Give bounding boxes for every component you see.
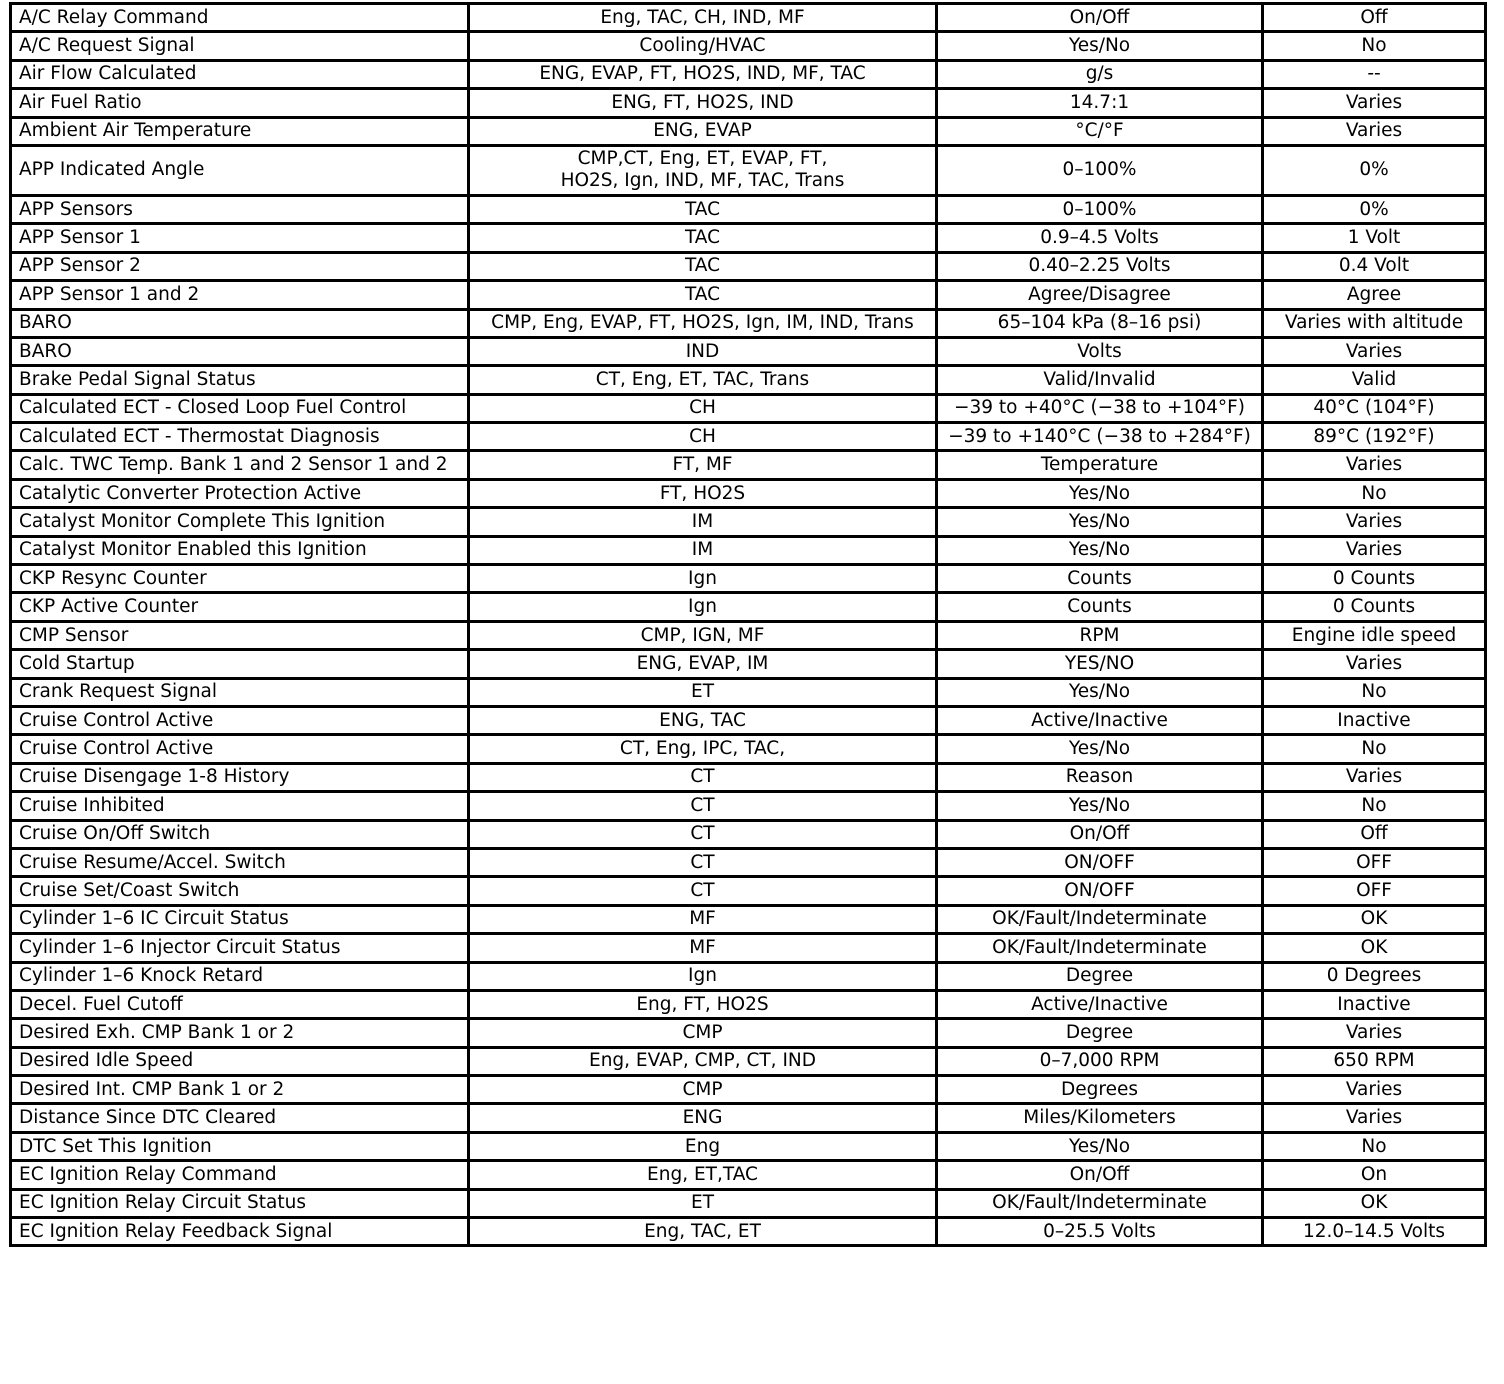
parameter-name-cell: Ambient Air Temperature xyxy=(11,117,469,145)
typical-value-cell: Inactive xyxy=(1263,706,1486,734)
units-cell: 0–25.5 Volts xyxy=(937,1218,1263,1246)
systems-cell: CH xyxy=(469,394,937,422)
units-cell: Reason xyxy=(937,763,1263,791)
table-row xyxy=(11,117,1486,145)
table-row xyxy=(11,792,1486,820)
parameter-name-cell: Desired Idle Speed xyxy=(11,1047,469,1075)
table-row xyxy=(11,252,1486,280)
typical-value-cell: 650 RPM xyxy=(1263,1047,1486,1075)
systems-cell: TAC xyxy=(469,281,937,309)
units-cell: 0–7,000 RPM xyxy=(937,1047,1263,1075)
units-cell: Agree/Disagree xyxy=(937,281,1263,309)
systems-cell: CMP,CT, Eng, ET, EVAP, FT, HO2S, Ign, IND, MF, TAC, Trans xyxy=(469,145,937,195)
typical-value-cell: -- xyxy=(1263,60,1486,88)
parameter-name-cell: Calc. TWC Temp. Bank 1 and 2 Sensor 1 and 2 xyxy=(11,451,469,479)
typical-value-cell: Varies xyxy=(1263,763,1486,791)
table-row xyxy=(11,962,1486,990)
systems-cell: FT, HO2S xyxy=(469,479,937,507)
systems-cell: TAC xyxy=(469,252,937,280)
systems-cell: ENG, EVAP, IM xyxy=(469,650,937,678)
parameter-name-cell: Catalyst Monitor Enabled this Ignition xyxy=(11,536,469,564)
parameter-name-cell: Desired Exh. CMP Bank 1 or 2 xyxy=(11,1019,469,1047)
typical-value-cell: 0.4 Volt xyxy=(1263,252,1486,280)
units-cell: Yes/No xyxy=(937,536,1263,564)
table-row xyxy=(11,565,1486,593)
table-row xyxy=(11,621,1486,649)
systems-cell: Eng, TAC, ET xyxy=(469,1218,937,1246)
table-row xyxy=(11,706,1486,734)
systems-cell: Eng, FT, HO2S xyxy=(469,990,937,1018)
units-cell: 14.7:1 xyxy=(937,89,1263,117)
units-cell: OK/Fault/Indeterminate xyxy=(937,934,1263,962)
table-row xyxy=(11,145,1486,195)
table-row xyxy=(11,1161,1486,1189)
parameter-name-cell: APP Sensor 2 xyxy=(11,252,469,280)
typical-value-cell: Varies with altitude xyxy=(1263,309,1486,337)
units-cell: 0.40–2.25 Volts xyxy=(937,252,1263,280)
parameter-name-cell: Calculated ECT - Closed Loop Fuel Control xyxy=(11,394,469,422)
table-row xyxy=(11,89,1486,117)
table-row xyxy=(11,536,1486,564)
parameter-name-cell: Calculated ECT - Thermostat Diagnosis xyxy=(11,423,469,451)
parameter-name-cell: Decel. Fuel Cutoff xyxy=(11,990,469,1018)
parameter-name-cell: Brake Pedal Signal Status xyxy=(11,366,469,394)
typical-value-cell: Varies xyxy=(1263,337,1486,365)
units-cell: −39 to +140°C (−38 to +284°F) xyxy=(937,423,1263,451)
systems-cell: Ign xyxy=(469,565,937,593)
systems-cell: MF xyxy=(469,934,937,962)
units-cell: g/s xyxy=(937,60,1263,88)
systems-cell: Ign xyxy=(469,962,937,990)
systems-cell: FT, MF xyxy=(469,451,937,479)
typical-value-cell: Engine idle speed xyxy=(1263,621,1486,649)
table-row xyxy=(11,1047,1486,1075)
parameter-name-cell: Air Fuel Ratio xyxy=(11,89,469,117)
systems-cell: IM xyxy=(469,536,937,564)
typical-value-cell: On xyxy=(1263,1161,1486,1189)
typical-value-cell: No xyxy=(1263,792,1486,820)
systems-cell: CT xyxy=(469,792,937,820)
parameter-name-cell: APP Sensors xyxy=(11,195,469,223)
units-cell: OK/Fault/Indeterminate xyxy=(937,1189,1263,1217)
parameter-name-cell: CKP Active Counter xyxy=(11,593,469,621)
table-row xyxy=(11,877,1486,905)
units-cell: Volts xyxy=(937,337,1263,365)
typical-value-cell: 0 Degrees xyxy=(1263,962,1486,990)
units-cell: Active/Inactive xyxy=(937,706,1263,734)
systems-cell: IND xyxy=(469,337,937,365)
units-cell: Yes/No xyxy=(937,735,1263,763)
parameter-name-cell: CKP Resync Counter xyxy=(11,565,469,593)
parameter-name-cell: A/C Relay Command xyxy=(11,4,469,32)
typical-value-cell: Varies xyxy=(1263,508,1486,536)
units-cell: On/Off xyxy=(937,4,1263,32)
table-row xyxy=(11,366,1486,394)
systems-cell: IM xyxy=(469,508,937,536)
units-cell: Yes/No xyxy=(937,678,1263,706)
systems-cell: TAC xyxy=(469,224,937,252)
table-row xyxy=(11,32,1486,60)
typical-value-cell: 0% xyxy=(1263,195,1486,223)
units-cell: Yes/No xyxy=(937,792,1263,820)
typical-value-cell: Varies xyxy=(1263,650,1486,678)
systems-cell: Eng, TAC, CH, IND, MF xyxy=(469,4,937,32)
parameter-name-cell: Cruise On/Off Switch xyxy=(11,820,469,848)
table-row xyxy=(11,820,1486,848)
units-cell: Temperature xyxy=(937,451,1263,479)
typical-value-cell: Varies xyxy=(1263,1104,1486,1132)
units-cell: ON/OFF xyxy=(937,877,1263,905)
parameter-name-cell: BARO xyxy=(11,309,469,337)
systems-cell: ENG, EVAP xyxy=(469,117,937,145)
parameter-name-cell: DTC Set This Ignition xyxy=(11,1132,469,1160)
systems-cell: ENG xyxy=(469,1104,937,1132)
typical-value-cell: No xyxy=(1263,479,1486,507)
typical-value-cell: Varies xyxy=(1263,89,1486,117)
systems-cell: ENG, EVAP, FT, HO2S, IND, MF, TAC xyxy=(469,60,937,88)
table-row xyxy=(11,848,1486,876)
typical-value-cell: 12.0–14.5 Volts xyxy=(1263,1218,1486,1246)
systems-cell: CT, Eng, ET, TAC, Trans xyxy=(469,366,937,394)
typical-value-cell: Varies xyxy=(1263,536,1486,564)
typical-value-cell: Varies xyxy=(1263,117,1486,145)
table-row xyxy=(11,1019,1486,1047)
parameter-name-cell: Catalytic Converter Protection Active xyxy=(11,479,469,507)
typical-value-cell: OK xyxy=(1263,905,1486,933)
typical-value-cell: Off xyxy=(1263,820,1486,848)
units-cell: Active/Inactive xyxy=(937,990,1263,1018)
units-cell: 65–104 kPa (8–16 psi) xyxy=(937,309,1263,337)
systems-cell: CMP xyxy=(469,1019,937,1047)
table-row xyxy=(11,423,1486,451)
units-cell: 0–100% xyxy=(937,145,1263,195)
scan-tool-data-table xyxy=(9,2,1487,1247)
systems-cell: Eng, ET,TAC xyxy=(469,1161,937,1189)
units-cell: RPM xyxy=(937,621,1263,649)
typical-value-cell: 89°C (192°F) xyxy=(1263,423,1486,451)
systems-cell: Ign xyxy=(469,593,937,621)
systems-cell: ET xyxy=(469,1189,937,1217)
systems-cell: ET xyxy=(469,678,937,706)
parameter-name-cell: Cruise Inhibited xyxy=(11,792,469,820)
table-row xyxy=(11,309,1486,337)
table-row xyxy=(11,678,1486,706)
systems-cell: CT xyxy=(469,820,937,848)
typical-value-cell: OFF xyxy=(1263,848,1486,876)
table-row xyxy=(11,934,1486,962)
systems-cell: TAC xyxy=(469,195,937,223)
parameter-name-cell: APP Indicated Angle xyxy=(11,145,469,195)
table-row xyxy=(11,4,1486,32)
table-row xyxy=(11,650,1486,678)
systems-cell: CT, Eng, IPC, TAC, xyxy=(469,735,937,763)
table-row xyxy=(11,479,1486,507)
systems-cell: Eng xyxy=(469,1132,937,1160)
systems-cell: Eng, EVAP, CMP, CT, IND xyxy=(469,1047,937,1075)
typical-value-cell: OK xyxy=(1263,934,1486,962)
typical-value-cell: Inactive xyxy=(1263,990,1486,1018)
parameter-name-cell: Cruise Resume/Accel. Switch xyxy=(11,848,469,876)
units-cell: Degrees xyxy=(937,1076,1263,1104)
parameter-name-cell: Air Flow Calculated xyxy=(11,60,469,88)
table-row xyxy=(11,1104,1486,1132)
typical-value-cell: Varies xyxy=(1263,1019,1486,1047)
parameter-name-cell: Cylinder 1–6 IC Circuit Status xyxy=(11,905,469,933)
parameter-name-cell: Cylinder 1–6 Injector Circuit Status xyxy=(11,934,469,962)
units-cell: Yes/No xyxy=(937,508,1263,536)
units-cell: YES/NO xyxy=(937,650,1263,678)
units-cell: On/Off xyxy=(937,820,1263,848)
typical-value-cell: 0 Counts xyxy=(1263,565,1486,593)
typical-value-cell: No xyxy=(1263,32,1486,60)
table-row xyxy=(11,394,1486,422)
table-row xyxy=(11,1218,1486,1246)
table-row xyxy=(11,281,1486,309)
parameter-name-cell: Desired Int. CMP Bank 1 or 2 xyxy=(11,1076,469,1104)
table-row xyxy=(11,593,1486,621)
systems-cell: MF xyxy=(469,905,937,933)
table-row xyxy=(11,735,1486,763)
table-row xyxy=(11,763,1486,791)
parameter-name-cell: CMP Sensor xyxy=(11,621,469,649)
systems-cell: ENG, FT, HO2S, IND xyxy=(469,89,937,117)
units-cell: 0–100% xyxy=(937,195,1263,223)
units-cell: Yes/No xyxy=(937,479,1263,507)
table-row xyxy=(11,451,1486,479)
typical-value-cell: 1 Volt xyxy=(1263,224,1486,252)
table-row xyxy=(11,990,1486,1018)
units-cell: Valid/Invalid xyxy=(937,366,1263,394)
typical-value-cell: OK xyxy=(1263,1189,1486,1217)
parameter-name-cell: APP Sensor 1 xyxy=(11,224,469,252)
typical-value-cell: 0% xyxy=(1263,145,1486,195)
table-row xyxy=(11,1076,1486,1104)
table-row xyxy=(11,508,1486,536)
typical-value-cell: Valid xyxy=(1263,366,1486,394)
parameter-name-cell: Distance Since DTC Cleared xyxy=(11,1104,469,1132)
typical-value-cell: Off xyxy=(1263,4,1486,32)
parameter-name-cell: Cold Startup xyxy=(11,650,469,678)
systems-cell: CT xyxy=(469,848,937,876)
typical-value-cell: OFF xyxy=(1263,877,1486,905)
table-row xyxy=(11,60,1486,88)
parameter-name-cell: APP Sensor 1 and 2 xyxy=(11,281,469,309)
parameter-name-cell: BARO xyxy=(11,337,469,365)
units-cell: 0.9–4.5 Volts xyxy=(937,224,1263,252)
systems-cell: CH xyxy=(469,423,937,451)
parameter-name-cell: A/C Request Signal xyxy=(11,32,469,60)
parameter-name-cell: Cruise Disengage 1-8 History xyxy=(11,763,469,791)
systems-cell: Cooling/HVAC xyxy=(469,32,937,60)
systems-cell: CMP xyxy=(469,1076,937,1104)
units-cell: Miles/Kilometers xyxy=(937,1104,1263,1132)
parameter-name-cell: Cruise Control Active xyxy=(11,735,469,763)
table-row xyxy=(11,1132,1486,1160)
parameter-name-cell: Cylinder 1–6 Knock Retard xyxy=(11,962,469,990)
parameter-name-cell: EC Ignition Relay Circuit Status xyxy=(11,1189,469,1217)
table-row xyxy=(11,195,1486,223)
typical-value-cell: No xyxy=(1263,678,1486,706)
typical-value-cell: Varies xyxy=(1263,451,1486,479)
parameter-name-cell: EC Ignition Relay Feedback Signal xyxy=(11,1218,469,1246)
systems-cell: CMP, IGN, MF xyxy=(469,621,937,649)
units-cell: On/Off xyxy=(937,1161,1263,1189)
typical-value-cell: 0 Counts xyxy=(1263,593,1486,621)
parameter-name-cell: Cruise Set/Coast Switch xyxy=(11,877,469,905)
units-cell: Yes/No xyxy=(937,1132,1263,1160)
typical-value-cell: Varies xyxy=(1263,1076,1486,1104)
typical-value-cell: No xyxy=(1263,1132,1486,1160)
units-cell: −39 to +40°C (−38 to +104°F) xyxy=(937,394,1263,422)
typical-value-cell: 40°C (104°F) xyxy=(1263,394,1486,422)
parameter-name-cell: Crank Request Signal xyxy=(11,678,469,706)
typical-value-cell: No xyxy=(1263,735,1486,763)
parameter-name-cell: Catalyst Monitor Complete This Ignition xyxy=(11,508,469,536)
typical-value-cell: Agree xyxy=(1263,281,1486,309)
units-cell: Counts xyxy=(937,593,1263,621)
table-row xyxy=(11,337,1486,365)
table-row xyxy=(11,905,1486,933)
units-cell: Yes/No xyxy=(937,32,1263,60)
parameter-name-cell: Cruise Control Active xyxy=(11,706,469,734)
table-row xyxy=(11,224,1486,252)
units-cell: ON/OFF xyxy=(937,848,1263,876)
table-row xyxy=(11,1189,1486,1217)
units-cell: Counts xyxy=(937,565,1263,593)
units-cell: Degree xyxy=(937,1019,1263,1047)
systems-cell: CT xyxy=(469,763,937,791)
systems-cell: CT xyxy=(469,877,937,905)
systems-cell: CMP, Eng, EVAP, FT, HO2S, Ign, IM, IND, Trans xyxy=(469,309,937,337)
parameter-name-cell: EC Ignition Relay Command xyxy=(11,1161,469,1189)
units-cell: Degree xyxy=(937,962,1263,990)
units-cell: OK/Fault/Indeterminate xyxy=(937,905,1263,933)
units-cell: °C/°F xyxy=(937,117,1263,145)
systems-cell: ENG, TAC xyxy=(469,706,937,734)
table-body xyxy=(11,4,1486,1246)
